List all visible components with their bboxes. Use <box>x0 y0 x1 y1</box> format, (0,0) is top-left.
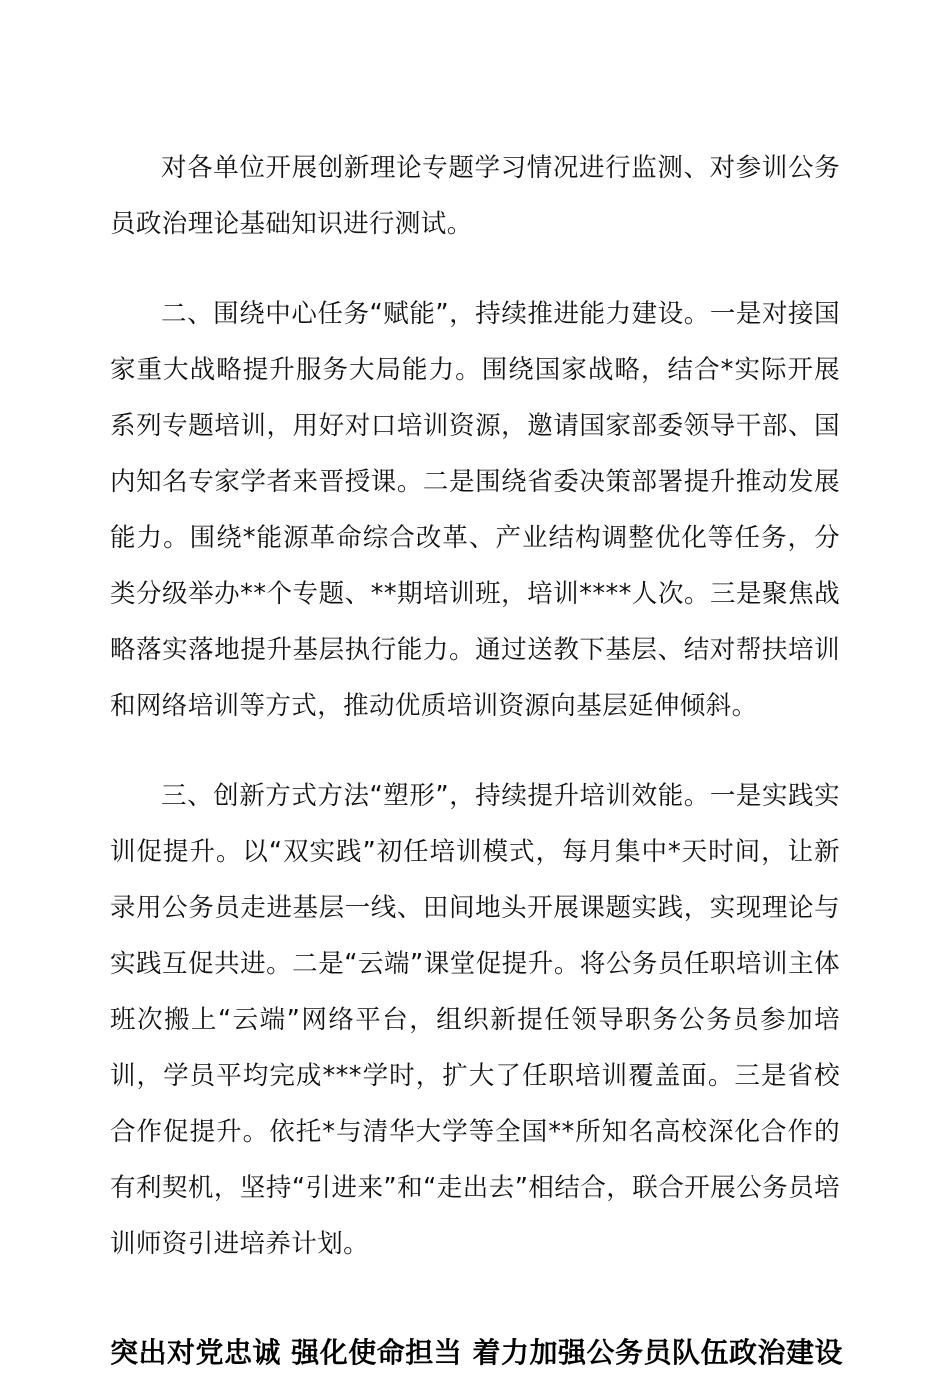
section-heading: 突出对党忠诚 强化使命担当 着力加强公务员队伍政治建设 <box>110 1336 843 1369</box>
paragraph-2: 二、围绕中心任务“赋能”，持续推进能力建设。一是对接国家重大战略提升服务大局能力。围绕国家战略，结合*实际开展系列专题培训，用好对口培训资源，邀请国家部委领导干部、国内知名专家学者来晋授课。二是围绕省委决策部署提升推动发展能力。围绕*能源革命综合改革、产业结构调整优化等任务，分类分级举办**个专题、**期培训班，培训****人次。三是聚焦战略落实落地提升基层执行能力。通过送教下基层、结对帮扶培训和网络培训等方式，推动优质培训资源向基层延伸倾斜。 <box>110 299 840 721</box>
paragraph-1: 对各单位开展创新理论专题学习情况进行监测、对参训公务员政治理论基础知识进行测试。 <box>110 153 840 239</box>
document-body <box>110 140 843 1378</box>
paragraph-3: 三、创新方式方法“塑形”，持续提升培训效能。一是实践实训促提升。以“双实践”初任培训模式，每月集中*天时间，让新录用公务员走进基层一线、田间地头开展课题实践，实现理论与实践互促共进。二是“云端”课堂促提升。将公务员任职培训主体班次搬上“云端”网络平台，组织新提任领导职务公务员参加培训，学员平均完成***学时，扩大了任职培训覆盖面。三是省校合作促提升。依托*与清华大学等全国**所知名高校深化合作的有利契机，坚持“引进来”和“走出去”相结合，联合开展公务员培训师资引进培养计划。 <box>110 781 840 1259</box>
